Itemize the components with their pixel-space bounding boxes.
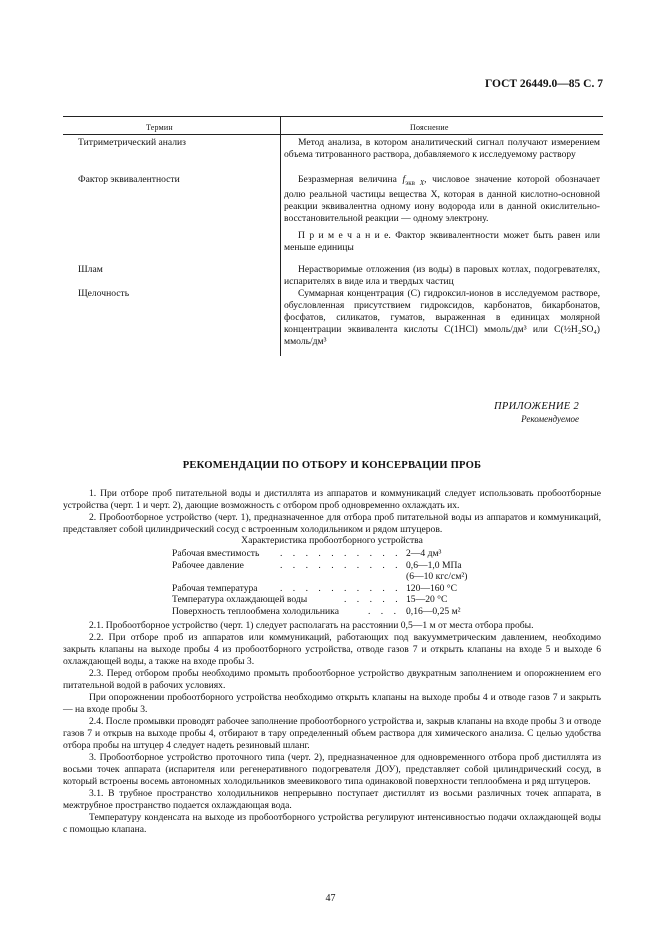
table-column-divider (280, 134, 281, 356)
term-equivalence-factor: Фактор эквивалентности (78, 174, 180, 185)
column-header-term: Термин (146, 123, 173, 132)
table-top-rule (63, 116, 603, 117)
appendix-number: ПРИЛОЖЕНИЕ 2 (494, 401, 579, 412)
definition-sludge (284, 264, 600, 288)
body-part1 (63, 488, 601, 536)
definition-titrimetric (284, 137, 600, 161)
definition-alkalinity (284, 288, 600, 348)
definition-text: Суммарная концентрация (С) гидроксил-ионов в исследуемом растворе, обусловленная присутствием гидроксидов, карбонатов, бикарбонатов, фосфатов, силикатов, гуматов, выраженная в единицах молярной концентрации эквивалента кислоты C(1HCl) ммоль/дм³ или C(½H₂SO₄) ммоль/дм³ (284, 288, 601, 347)
term-sludge: Шлам (78, 264, 103, 275)
body-part2 (63, 620, 601, 836)
paragraph-3: 3. Пробоотборное устройство проточного типа (черт. 2), предназначенное для одновременного отбора проб дистиллята из восьми точек аппарата (испарителя или регенеративного подогревателя ДОУ), представляет собой цилиндрический сосуд, в который встроены восемь автономных холодильников змеевикового типа одинаковой поверхности теплообмена и ряд штуцеров. (63, 752, 601, 787)
paragraph-2: 2. Пробоотборное устройство (черт. 1), предназначенное для отбора проб питательной воды из аппаратов и коммуникаций, представляет собой цилиндрический сосуд с встроенным холодильником и рядом штуцеров. (63, 512, 601, 535)
definition-note: П р и м е ч а н и е. Фактор эквивалентности может быть равен или меньше единицы (284, 229, 600, 253)
spec-row: Температура охлаждающей воды . . . . . . 15—20 °С (172, 594, 448, 605)
paragraph-1: 1. При отборе проб питательной воды и дистиллята из аппаратов и коммуникаций следует использовать пробоотборные устройства (черт. 1 и черт. 2), дающие возможность с отбором проб одновременно охлаждать их. (63, 488, 601, 511)
column-header-explanation: Пояснение (410, 123, 449, 132)
definition-text: Метод анализа, в котором аналитический сигнал получают измерением объема титрованного раствора, добавляемого к исследуемому раствору (284, 137, 600, 160)
spec-row: Рабочее давление . . . . . . . . . . . 0,6—1,0 МПа (172, 559, 462, 571)
paragraph-3-1: 3.1. В трубное пространство холодильников непрерывно поступает дистиллят из восьми различных точек аппарата, в межтрубное пространство подается охлаждающая вода. (63, 788, 601, 811)
spec-row: Рабочая вместимость . . . . . . . . . . . 2—4 дм³ (172, 548, 442, 559)
term-alkalinity: Щелочность (78, 288, 130, 299)
paragraph-2-2: 2.2. При отборе проб из аппаратов или коммуникаций, работающих под вакуумметрическим давлением, необходимо закрыть клапаны на выходе пробы 4 из пробоотборного устройства, отводе газов 7 и открыть клапаны на входе 5 и выходе 6 охлаждающей воды, а также на входе пробы 3. (63, 632, 601, 667)
spec-row: (6—10 кгс/см²) (406, 571, 468, 582)
table-header-divider (280, 116, 281, 134)
paragraph-2-3b: При опорожнении пробоотборного устройства необходимо открыть клапаны на выходе пробы 4 и отводе газов 7 и закрыть — на входе пробы 3. (63, 692, 601, 715)
characteristics-table (172, 548, 512, 617)
definition-text: Нерастворимые отложения (из воды) в паровых котлах, подогревателях, испарителях в виде ила и твердых частиц (284, 264, 600, 287)
paragraph-2-3: 2.3. Перед отбором пробы необходимо промыть пробоотборное устройство двукратным заполнением и опорожнением его питательной водой в рабочих условиях. (63, 668, 601, 691)
paragraph-2-4: 2.4. После промывки проводят рабочее заполнение пробоотборного устройства и, закрыв клапаны на входе пробы 3 и отводе газов 7 и открыв на выходе пробы 4, отбирают в тару определенный объем раствора для химического анализа. С целью удобства отбора пробы на штуцер 4 следует надеть резиновый шланг. (63, 716, 601, 751)
characteristics-title: Характеристика пробоотборного устройства (241, 535, 423, 546)
paragraph-3-1b: Температуру конденсата на выходе из пробоотборного устройства регулируют интенсивностью подачи охлаждающей воды с помощью клапана. (63, 812, 601, 835)
page-number: 47 (325, 893, 336, 904)
term-titrimetric: Титриметрический анализ (78, 137, 186, 148)
document-header: ГОСТ 26449.0—85 С. 7 (484, 78, 603, 90)
appendix-status: Рекомендуемое (521, 414, 579, 424)
spec-row: Поверхность теплообмена холодильника . . . . 0,16—0,25 м² (172, 605, 461, 617)
paragraph-2-1: 2.1. Пробоотборное устройство (черт. 1) следует располагать на расстоянии 0,5—1 м от места отбора пробы. (89, 620, 534, 631)
definition-equivalence-factor (284, 174, 600, 254)
table-header-rule (63, 134, 603, 135)
section-title: РЕКОМЕНДАЦИИ ПО ОТБОРУ И КОНСЕРВАЦИИ ПРОБ (182, 460, 482, 471)
definition-text: Безразмерная величина $f_{экв}$ $_X$, числовое значение которой обозначает долю реальной частицы вещества X, которая в данной кислотно-основной реакции эквивалентна одному иону водорода или в данной окислительно-восстановительной реакции — одному электрону. (284, 174, 600, 224)
appendix-label (494, 401, 579, 425)
spec-row: Рабочая температура . . . . . . . . . . . 120—160 °С (172, 582, 458, 594)
